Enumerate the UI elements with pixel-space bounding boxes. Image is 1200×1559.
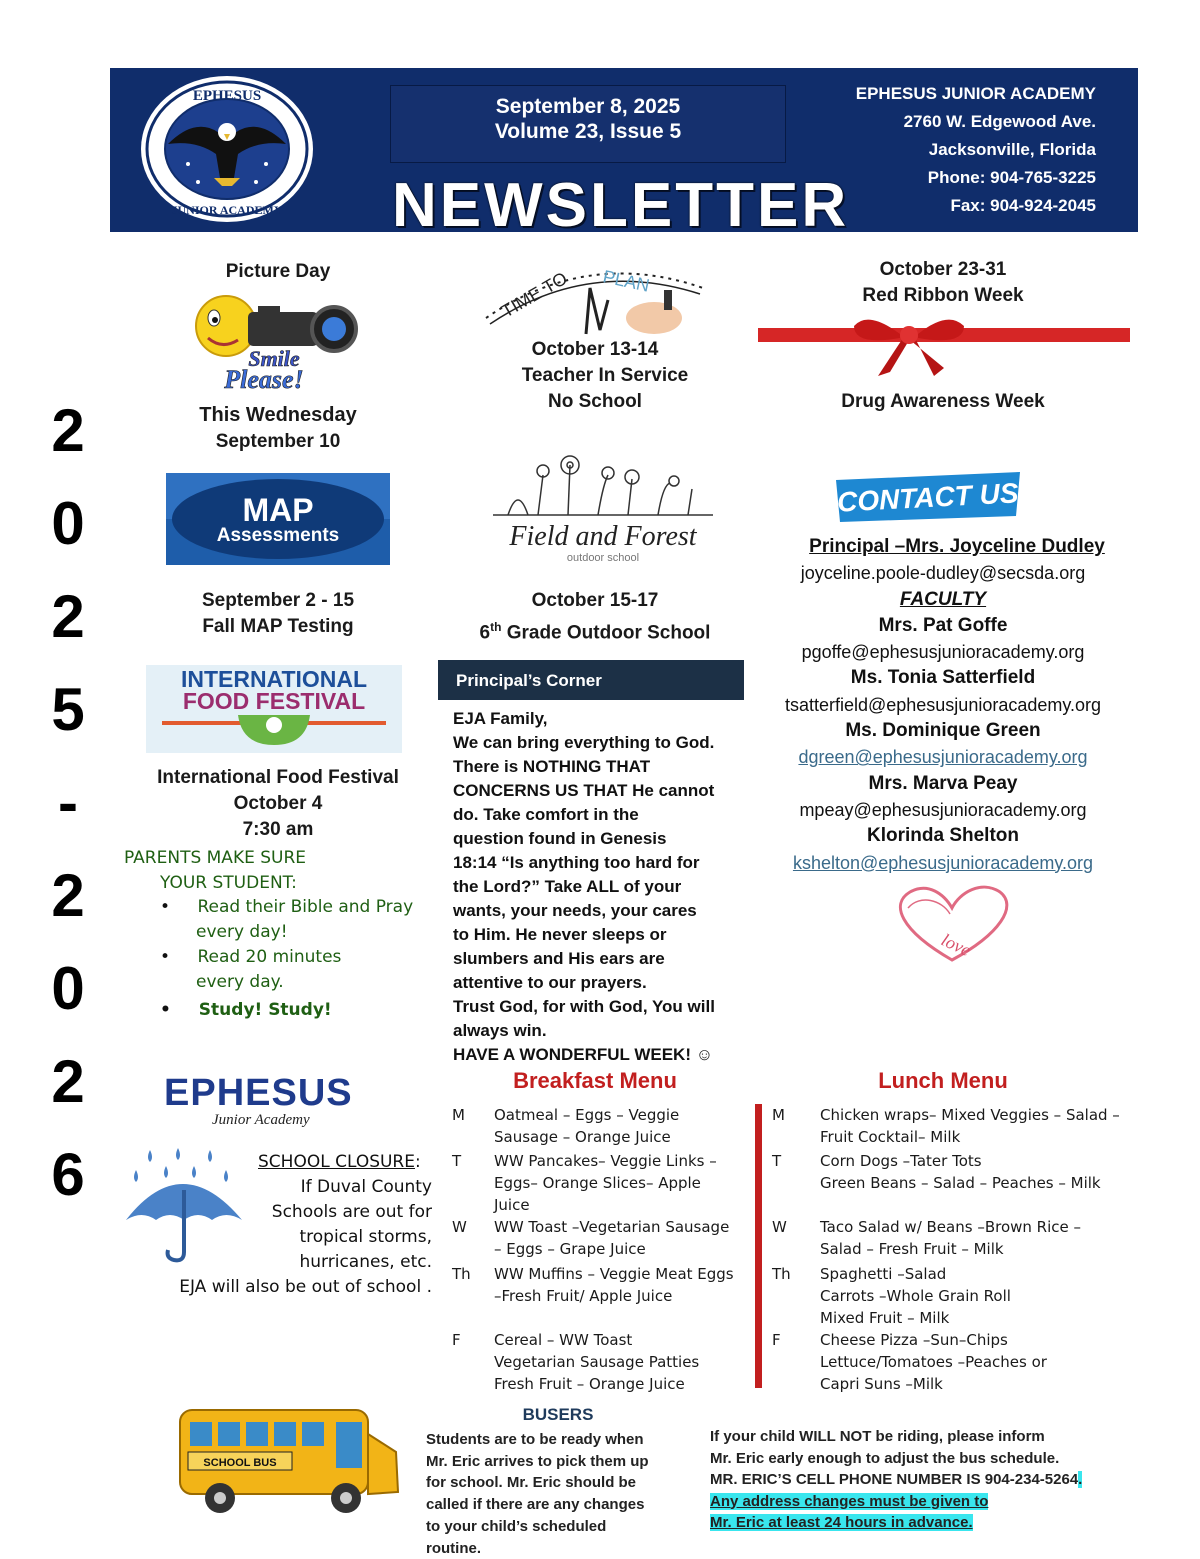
- faculty-email-link[interactable]: dgreen@ephesusjunioracademy.org: [798, 747, 1088, 768]
- ephesus-wordmark: EPHESUS: [164, 1072, 353, 1114]
- school-bus-icon: [176, 1404, 404, 1516]
- contact-us-heading: CONTACT US: [836, 477, 1020, 518]
- food-banner-line1: INTERNATIONAL: [180, 666, 368, 692]
- school-city: Jacksonville, Florida: [928, 140, 1096, 159]
- please-art-text: Please!: [224, 365, 304, 392]
- parents-list: [160, 895, 430, 1023]
- bus-driver-phone: MR. ERIC’S CELL PHONE NUMBER IS 904-234-5264.: [710, 1471, 1083, 1488]
- map-badge-subtitle: Assessments: [216, 525, 340, 546]
- pc-line: CONCERNS US THAT He cannot: [453, 781, 715, 800]
- seal-bottom-text: JUNIOR ACADEMY: [171, 203, 283, 217]
- pc-line: question found in Genesis: [453, 829, 667, 848]
- faculty-name: Ms. Tonia Satterfield: [850, 667, 1036, 689]
- food-festival-time: 7:30 am: [242, 819, 314, 840]
- bus-label: SCHOOL BUS: [203, 1457, 277, 1469]
- red-ribbon-date: October 23-31: [879, 259, 1007, 280]
- list-item-continuation: every day.: [196, 972, 284, 992]
- food-banner-line2: FOOD FESTIVAL: [182, 688, 366, 714]
- school-year-vertical: [40, 397, 96, 1237]
- menu-divider: [755, 1104, 762, 1388]
- pc-line: always win.: [453, 1021, 547, 1040]
- school-seal-logo: [138, 74, 316, 224]
- school-fax: Fax: 904-924-2045: [950, 196, 1096, 215]
- faculty-name: Klorinda Shelton: [867, 825, 1019, 847]
- year-digit: -: [58, 769, 78, 836]
- ephesus-wordmark-sub: Junior Academy: [212, 1112, 310, 1128]
- buses-left-text: Students are to be ready when Mr. Eric arrives to pick them up for school. Mr. Eric should be called if there are any changes to your child’s scheduled routine.: [426, 1431, 649, 1557]
- pc-line: There is NOTHING THAT: [453, 757, 651, 776]
- pc-line: EJA Family,: [453, 709, 548, 728]
- school-info: [808, 80, 1096, 220]
- buses-right-text: If your child WILL NOT be riding, please inform Mr. Eric early enough to adjust the bus schedule. MR. ERIC’S CELL PHONE NUMBER IS 904-234-5264. Any address changes must be given to Mr. Eric at least 24 hours in advance.: [710, 1426, 1140, 1534]
- issue-volume: Volume 23, Issue 5: [494, 120, 682, 143]
- in-service-title: Teacher In Service: [521, 365, 689, 386]
- lunch-menu: [772, 1104, 1138, 1395]
- address-change-note: Mr. Eric at least 24 hours in advance.: [710, 1514, 973, 1531]
- list-item: • Read 20 minutes: [160, 947, 342, 967]
- outdoor-school-date: October 15-17: [531, 590, 659, 611]
- faculty-heading: FACULTY: [899, 588, 987, 610]
- faculty-name: Mrs. Marva Peay: [868, 772, 1018, 794]
- menu-row: F Cheese Pizza –Sun–Chips Lettuce/Tomatoes –Peaches or Capri Suns –Milk: [772, 1331, 1047, 1393]
- issue-date: September 8, 2025: [495, 95, 681, 118]
- year-digit: 2: [51, 862, 85, 929]
- pc-line: to Him. He never sleeps or: [453, 925, 667, 944]
- pc-line: 18:14 “Is anything too hard for: [453, 853, 700, 872]
- faculty-email[interactable]: pgoffe@ephesusjunioracademy.org: [801, 642, 1085, 663]
- menu-row: W Taco Salad w/ Beans –Brown Rice – Salad – Fresh Fruit – Milk: [772, 1218, 1081, 1258]
- buses-title: BUSERS: [522, 1405, 594, 1424]
- menu-row: T WW Pancakes– Veggie Links – Eggs– Orange Slices– Apple Juice: [452, 1152, 717, 1214]
- breakfast-menu: [452, 1104, 752, 1395]
- year-digit: 2: [51, 583, 85, 650]
- time-to-text: TIME TO: [498, 267, 571, 322]
- food-festival-title: International Food Festival: [157, 767, 399, 788]
- bullet-icon: •: [160, 1000, 171, 1020]
- address-change-note: Any address changes must be given to: [710, 1492, 989, 1510]
- bullet-icon: •: [160, 897, 171, 917]
- picture-day-date: September 10: [215, 431, 341, 452]
- pc-line: Trust God, for with God, You will: [453, 997, 715, 1016]
- bullet-icon: •: [160, 947, 171, 967]
- love-heart-icon: [890, 884, 1014, 964]
- menu-row: Th WW Muffins – Veggie Meat Eggs –Fresh Fruit/ Apple Juice: [452, 1265, 734, 1305]
- year-digit: 0: [51, 955, 85, 1022]
- in-service-note: No School: [548, 391, 642, 412]
- pc-line: HAVE A WONDERFUL WEEK! ☺: [453, 1045, 714, 1064]
- year-digit: 6: [51, 1141, 85, 1208]
- map-testing-date: September 2 - 15: [201, 590, 355, 611]
- map-badge-title: MAP: [242, 492, 314, 528]
- menu-row: M Chicken wraps– Mixed Veggies – Salad – Fruit Cocktail– Milk: [772, 1106, 1120, 1146]
- menu-row: T Corn Dogs –Tater Tots Green Beans – Salad – Peaches – Milk: [772, 1152, 1101, 1192]
- picture-day-title: Picture Day: [225, 261, 331, 282]
- principals-corner-body: [453, 707, 743, 1067]
- closure-heading: SCHOOL CLOSURE:: [258, 1152, 421, 1172]
- red-ribbon-title: Red Ribbon Week: [862, 285, 1024, 306]
- in-service-date: October 13-14: [531, 339, 659, 360]
- smile-art-text: Smile: [248, 346, 300, 371]
- field-and-forest-logo: [488, 455, 718, 567]
- field-forest-title: Field and Forest: [509, 521, 697, 552]
- menu-row: M Oatmeal – Eggs – Veggie Sausage – Orange Juice: [452, 1106, 680, 1146]
- red-ribbon-bow-icon: [758, 316, 1130, 380]
- school-name: EPHESUS JUNIOR ACADEMY: [855, 84, 1096, 103]
- outdoor-school-title: [448, 614, 742, 646]
- field-forest-subtitle: outdoor school: [566, 552, 640, 564]
- year-digit: 2: [51, 397, 85, 464]
- faculty-email-link[interactable]: kshelton@ephesusjunioracademy.org: [792, 852, 1094, 873]
- grade-text: Grade Outdoor School: [501, 622, 711, 644]
- pc-line: wants, your needs, your cares: [453, 901, 697, 920]
- seal-top-text: EPHESUS: [192, 88, 262, 104]
- pc-line: attentive to our prayers.: [453, 973, 647, 992]
- school-phone: Phone: 904-765-3225: [927, 168, 1096, 187]
- closure-body: If Duval County Schools are out for tropical storms, hurricanes, etc. EJA will also be out of school .: [179, 1177, 432, 1297]
- parents-heading-1: PARENTS MAKE SURE: [124, 848, 307, 868]
- menu-row: F Cereal – WW Toast Vegetarian Sausage Patties Fresh Fruit – Orange Juice: [452, 1331, 700, 1393]
- picture-day-when: This Wednesday: [199, 404, 357, 426]
- newsletter-title: NEWSLETTER: [392, 171, 850, 240]
- faculty-name: Ms. Dominique Green: [845, 720, 1041, 742]
- grade-number: 6: [479, 622, 491, 644]
- pc-line: do. Take comfort in the: [453, 805, 639, 824]
- principal-email[interactable]: joyceline.poole-dudley@secsda.org: [800, 563, 1086, 584]
- year-digit: 0: [51, 490, 85, 557]
- time-to-plan-clock-icon: [478, 258, 708, 340]
- smile-camera-icon: [178, 292, 370, 392]
- grade-suffix: th: [490, 620, 502, 634]
- menu-row: Th Spaghetti –Salad Carrots –Whole Grain Roll Mixed Fruit – Milk: [772, 1265, 1011, 1327]
- faculty-name: Mrs. Pat Goffe: [878, 614, 1008, 636]
- principals-corner-heading: Principal’s Corner: [438, 660, 744, 700]
- school-address: 2760 W. Edgewood Ave.: [903, 112, 1096, 131]
- menu-row: W WW Toast –Vegetarian Sausage – Eggs – Grape Juice: [452, 1218, 730, 1258]
- plan-text: PLAN: [601, 266, 652, 296]
- list-item-continuation: every day!: [196, 922, 288, 942]
- heart-love-text: love: [938, 929, 974, 961]
- food-festival-banner: [146, 665, 402, 753]
- drug-awareness-week: Drug Awareness Week: [841, 391, 1045, 412]
- list-item: • Study! Study!: [160, 1000, 332, 1020]
- pc-line: slumbers and His ears are: [453, 949, 665, 968]
- year-digit: 2: [51, 1048, 85, 1115]
- breakfast-menu-title: Breakfast Menu: [513, 1068, 677, 1093]
- year-digit: 5: [51, 676, 85, 743]
- list-item: • Read their Bible and Pray: [160, 897, 414, 917]
- map-testing-title: Fall MAP Testing: [202, 616, 354, 637]
- issue-date-box: [390, 85, 786, 163]
- contact-us-banner: [836, 472, 1020, 522]
- faculty-email[interactable]: tsatterfield@ephesusjunioracademy.org: [784, 694, 1102, 715]
- pc-line: We can bring everything to God.: [453, 733, 715, 752]
- contact-list: [750, 534, 1136, 876]
- pc-line: the Lord?” Take ALL of your: [453, 877, 682, 896]
- map-assessments-badge: [166, 473, 390, 565]
- faculty-email[interactable]: mpeay@ephesusjunioracademy.org: [799, 799, 1087, 820]
- lunch-menu-title: Lunch Menu: [878, 1068, 1008, 1093]
- food-festival-date: October 4: [233, 793, 323, 814]
- principal-name: Principal –Mrs. Joyceline Dudley: [809, 536, 1105, 557]
- parents-heading-2: YOUR STUDENT:: [160, 873, 297, 893]
